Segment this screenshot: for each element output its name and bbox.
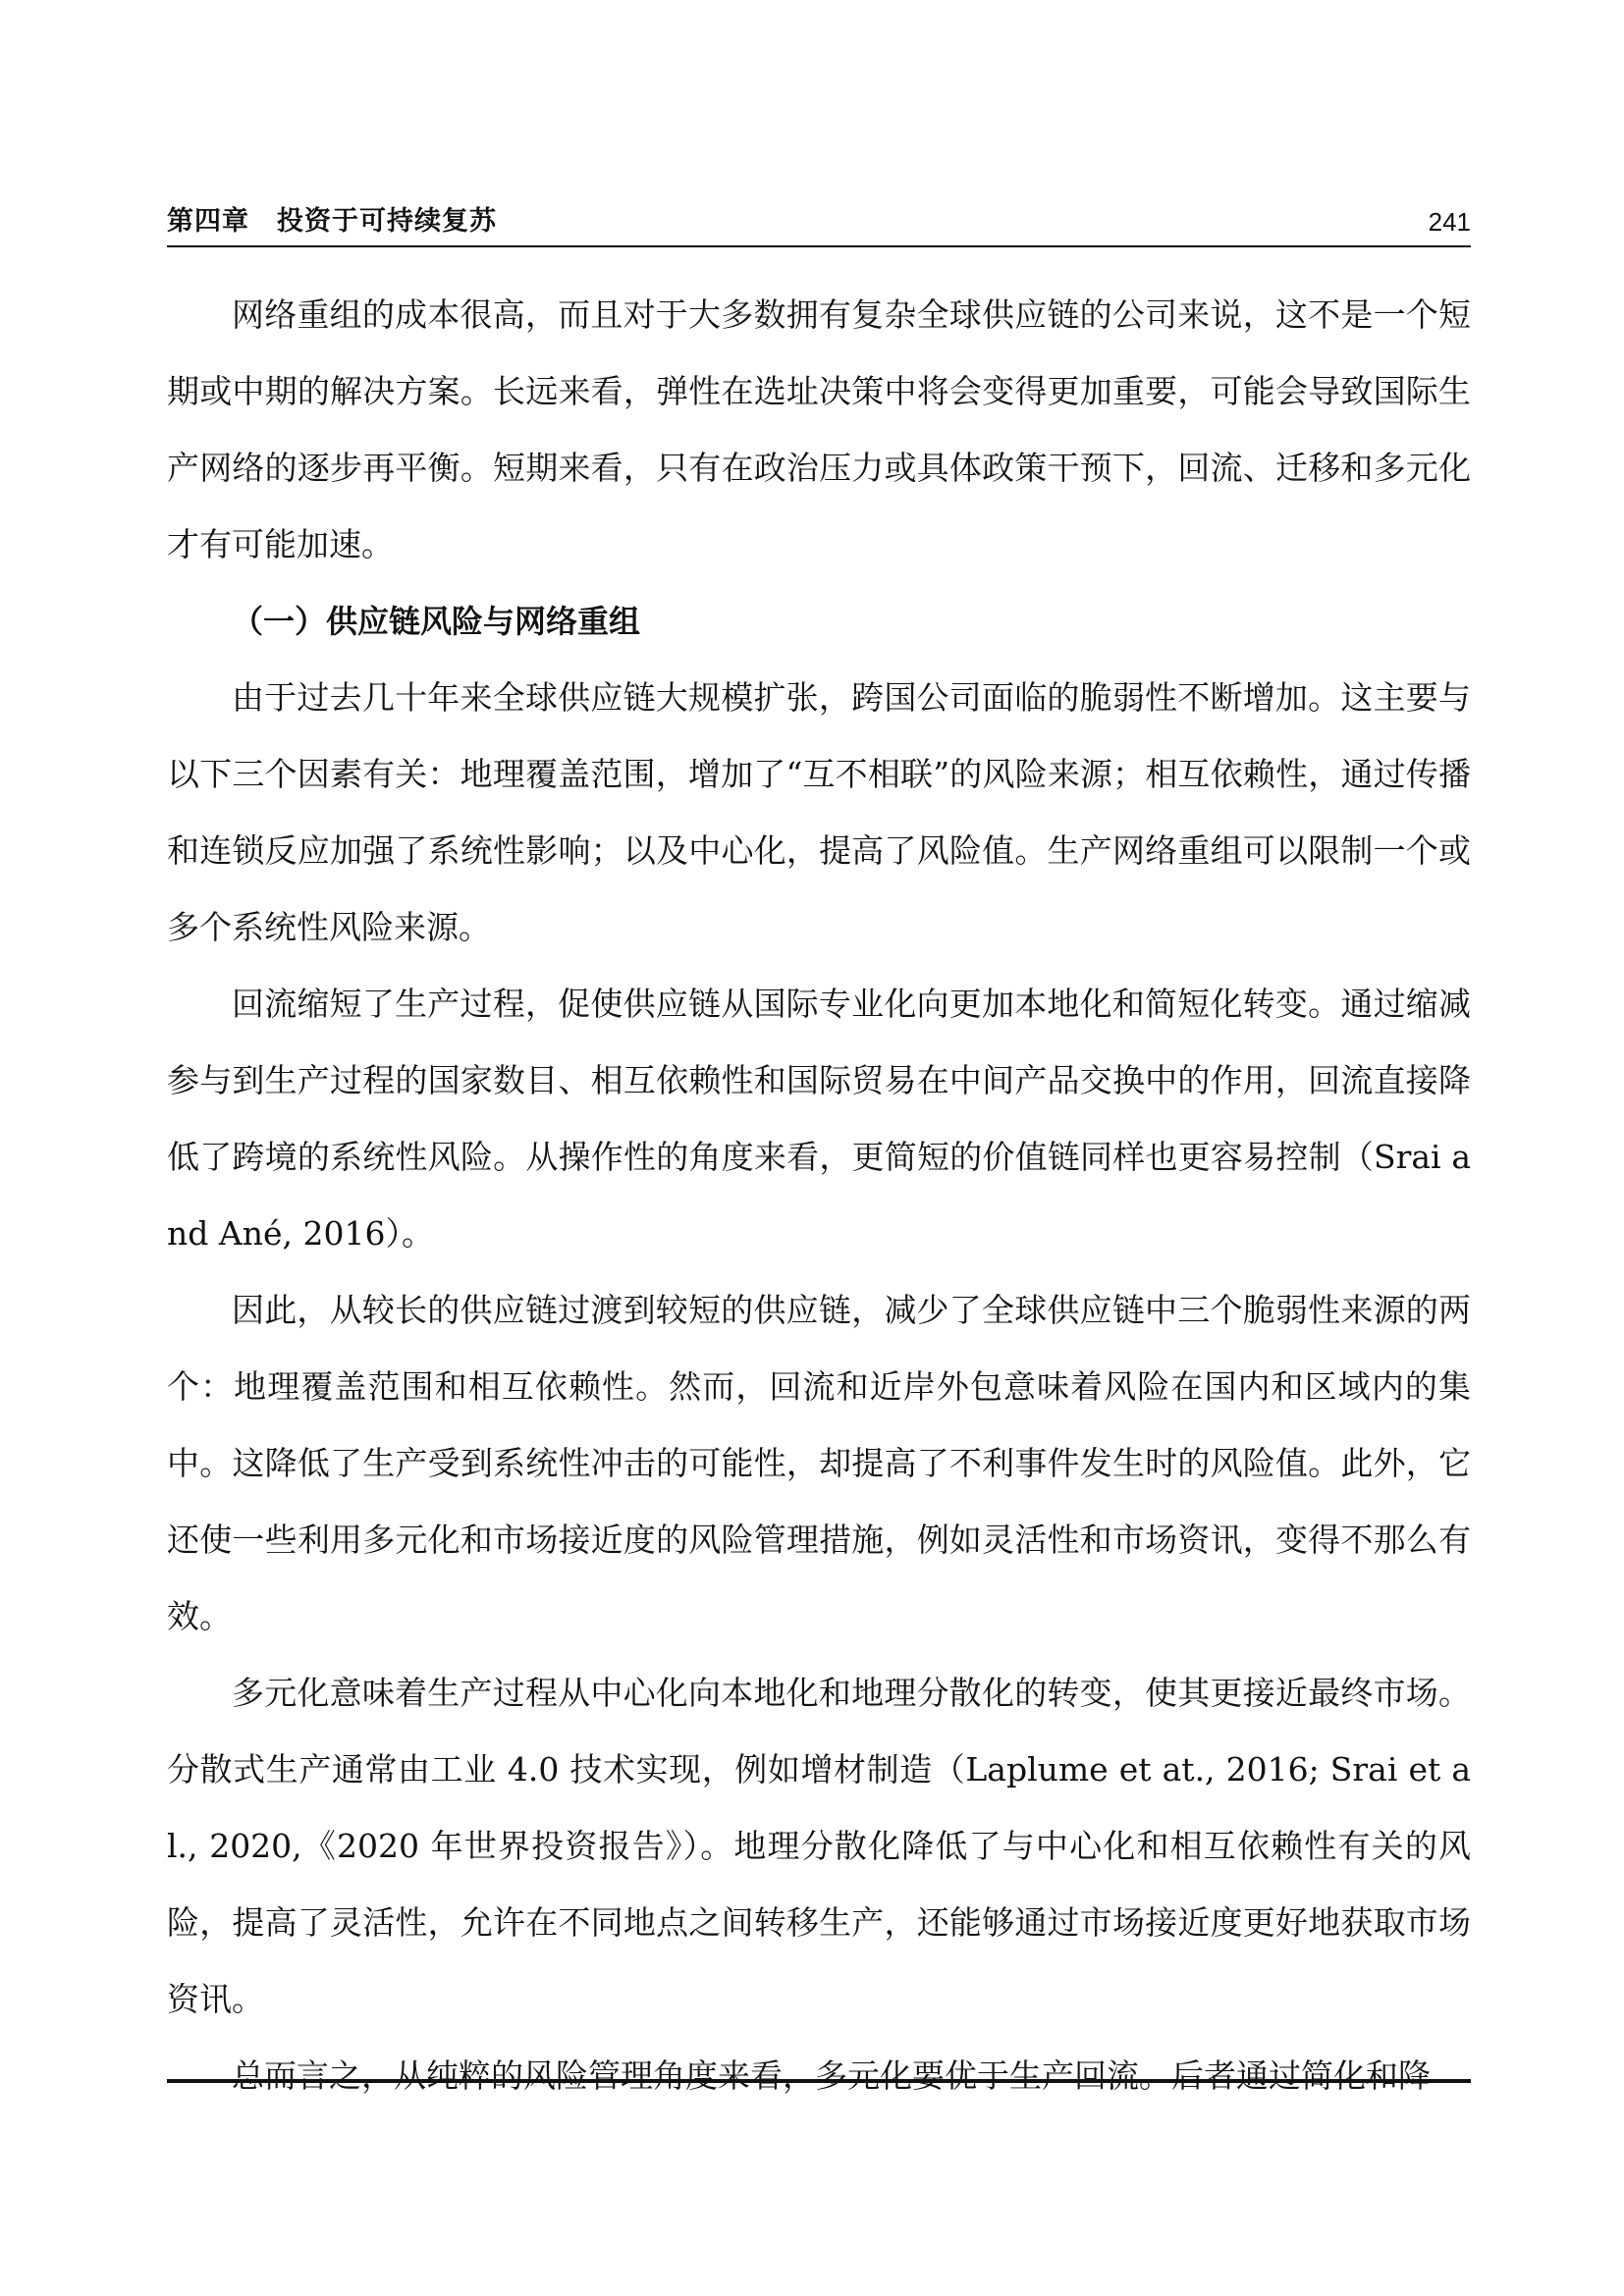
paragraph-6: 总而言之，从纯粹的风险管理角度来看，多元化要优于生产回流。后者通过简化和降 xyxy=(232,2056,1431,2095)
footer-rule xyxy=(167,2079,1471,2083)
paragraph-1: 网络重组的成本很高，而且对于大多数拥有复杂全球供应链的公司来说，这不是一个短期或中期的解决方案。长远来看，弹性在选址决策中将会变得更加重要，可能会导致国际生产网络的逐步再平衡。短期来看，只有在政治压力或具体政策干预下，回流、迁移和多元化才有可能加速。 xyxy=(167,295,1471,563)
page-number: 241 xyxy=(1428,207,1471,237)
body-text xyxy=(167,277,1471,2114)
paragraph-2: 由于过去几十年来全球供应链大规模扩张，跨国公司面临的脆弱性不断增加。这主要与以下三个因素有关：地理覆盖范围，增加了“互不相联”的风险来源；相互依赖性，通过传播和连锁反应加强了系统性影响；以及中心化，提高了风险值。生产网络重组可以限制一个或多个系统性风险来源。 xyxy=(167,678,1471,946)
paragraph-3: 回流缩短了生产过程，促使供应链从国际专业化向更加本地化和简短化转变。通过缩减参与到生产过程的国家数目、相互依赖性和国际贸易在中间产品交换中的作用，回流直接降低了跨境的系统性风险。从操作性的角度来看，更简短的价值链同样也更容易控制（Srai and Ané, 2016）。 xyxy=(167,985,1471,1253)
chapter-title: 第四章 投资于可持续复苏 xyxy=(167,206,497,237)
paragraph-5: 多元化意味着生产过程从中心化向本地化和地理分散化的转变，使其更接近最终市场。分散式生产通常由工业 4.0 技术实现，例如增材制造（Laplume et at., 2016; Srai et al., 2020,《2020 年世界投资报告》）。地理分散化降低了与中心化和相互依赖性有关的风险，提高了灵活性，允许在不同地点之间转移生产，还能够通过市场接近度更好地获取市场资讯。 xyxy=(167,1674,1471,2018)
paragraph-4: 因此，从较长的供应链过渡到较短的供应链，减少了全球供应链中三个脆弱性来源的两个：地理覆盖范围和相互依赖性。然而，回流和近岸外包意味着风险在国内和区域内的集中。这降低了生产受到系统性冲击的可能性，却提高了不利事件发生时的风险值。此外，它还使一些利用多元化和市场接近度的风险管理措施，例如灵活性和市场资讯，变得不那么有效。 xyxy=(167,1291,1471,1635)
running-header xyxy=(167,196,1471,247)
section-heading: （一）供应链风险与网络重组 xyxy=(232,603,641,640)
